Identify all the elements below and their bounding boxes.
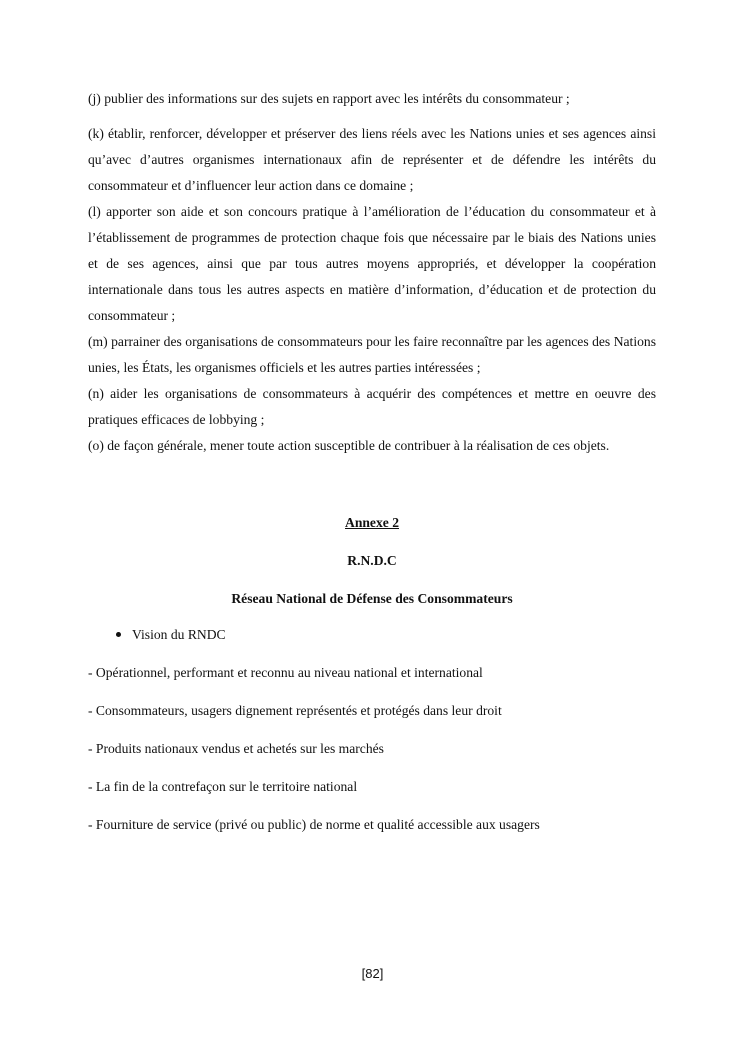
list-item: - Fourniture de service (privé ou public) de norme et qualité accessible aux usagers xyxy=(88,817,540,832)
vision-bullet-label: Vision du RNDC xyxy=(132,627,226,642)
paragraph-n: (n) aider les organisations de consommateurs à acquérir des compétences et mettre en oeuvre des pratiques efficaces de lobbying ; xyxy=(88,386,656,427)
paragraph-o: (o) de façon générale, mener toute action susceptible de contribuer à la réalisation de ces objets. xyxy=(88,438,610,453)
list-item: - Produits nationaux vendus et achetés sur les marchés xyxy=(88,741,384,756)
vision-bullet xyxy=(88,625,656,645)
bullet-icon xyxy=(116,632,121,637)
paragraph-k: (k) établir, renforcer, développer et préserver des liens réels avec les Nations unies et ses agences ainsi qu’avec d’autres organismes internationaux afin de représenter et de défendre les intérêts du consommateur et d’influencer leur action dans ce domaine ; xyxy=(88,126,656,193)
annex-full-name: Réseau National de Défense des Consommateurs xyxy=(231,591,513,606)
vision-list xyxy=(88,663,656,835)
page-number: [82] xyxy=(361,966,384,981)
annex-title-text: Annexe 2 xyxy=(345,515,399,530)
annex-acronym: R.N.D.C xyxy=(347,553,397,568)
list-item: - La fin de la contrefaçon sur le territoire national xyxy=(88,779,358,794)
list-item: - Opérationnel, performant et reconnu au niveau national et international xyxy=(88,665,483,680)
paragraph-l: (l) apporter son aide et son concours pratique à l’amélioration de l’éducation du consommateur et à l’établissement de programmes de protection chaque fois que nécessaire par le biais des Nations unies et de ses agences, ainsi que par tous autres moyens appropriés, et développer la coopération internationale dans tous les autres aspects en matière d’information, d’éducation et de protection du consommateur ; xyxy=(88,204,656,323)
paragraph-m: (m) parrainer des organisations de consommateurs pour les faire reconnaître par les agences des Nations unies, les États, les organismes officiels et les autres parties intéressées ; xyxy=(88,334,656,375)
list-item: - Consommateurs, usagers dignement représentés et protégés dans leur droit xyxy=(88,703,502,718)
paragraph-j: (j) publier des informations sur des sujets en rapport avec les intérêts du consommateur ; xyxy=(88,91,570,106)
page-content xyxy=(88,86,656,853)
annex-title xyxy=(88,513,656,533)
